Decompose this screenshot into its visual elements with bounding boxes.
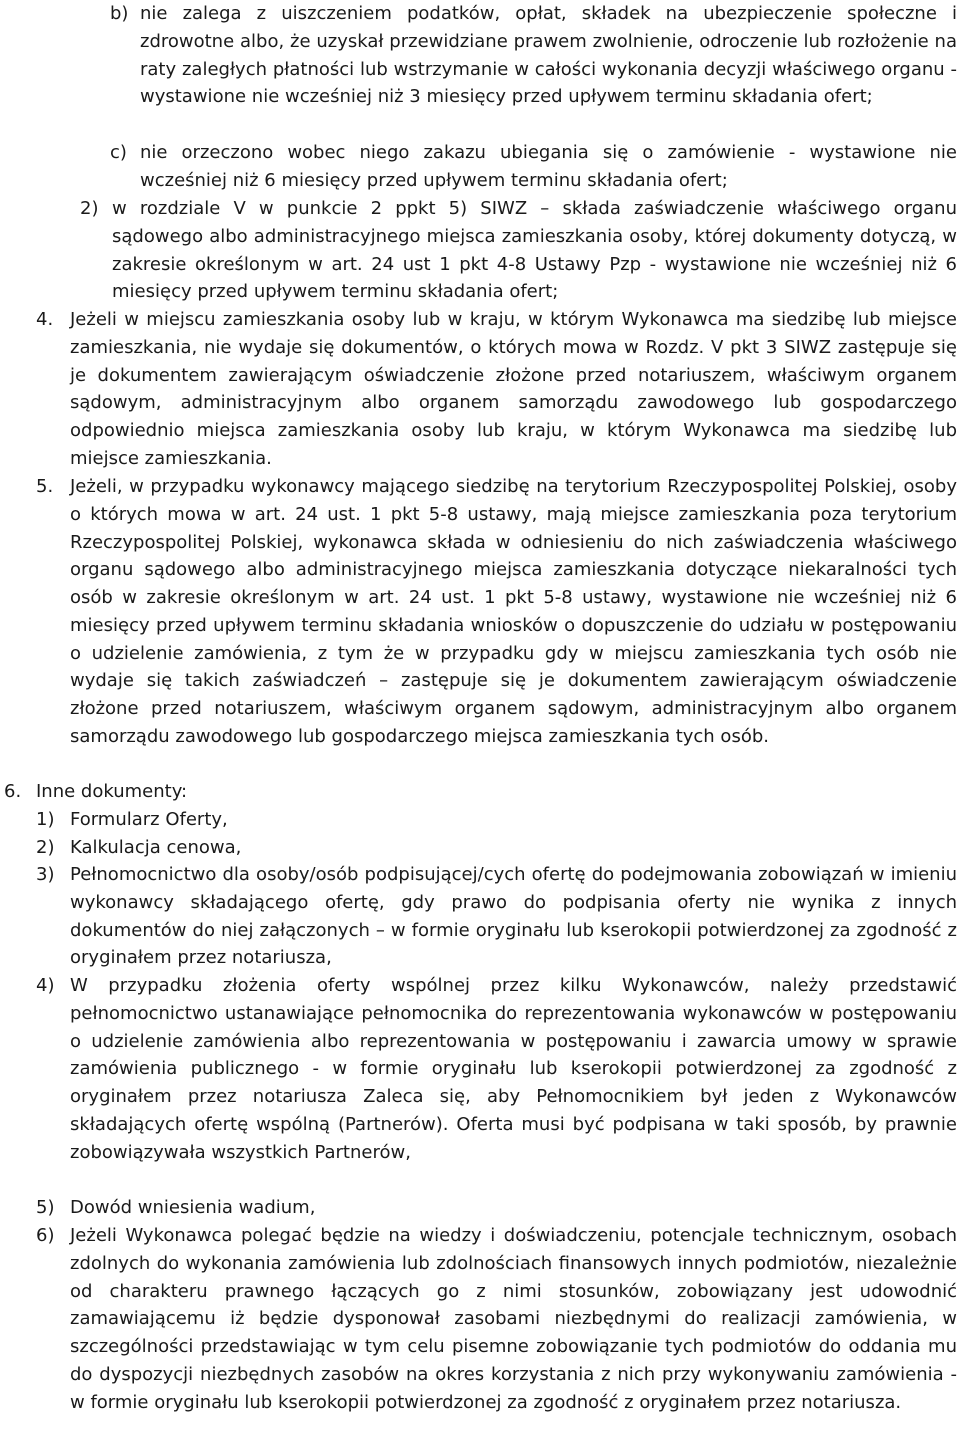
list-item-3-marker: 3) xyxy=(36,864,55,885)
list-item-6-text: Jeżeli Wykonawca polegać będzie na wiedzy i doświadczeniu, potencjale technicznym, osobach zdolnych do wykonania zamówienia lub zdolnościach finansowych innych podmiotów, niezależnie od charakteru prawnego łączących go z nimi stosunków, zobowiązany jest udowodnić zamawiającemu iż będzie dysponował zasobami niezbędnymi do realizacji zamówienia, w szczególności przedstawiając w tym celu pisemne zobowiązanie tych podmiotów do oddania mu do dyspozycji niezbędnych zasobów na okres korzystania z nich przy wykonywaniu zamówienia - w formie oryginału lub kserokopii potwierdzonej za zgodność z oryginałem przez notariusza. xyxy=(70,1225,957,1413)
list-item-5-marker: 5) xyxy=(36,1197,55,1218)
list-item-1-text: Formularz Oferty, xyxy=(70,809,228,830)
section-6-marker: 6. xyxy=(4,781,22,802)
section-5-marker: 5. xyxy=(36,476,54,497)
list-item-4-text: W przypadku złożenia oferty wspólnej przez kilku Wykonawców, należy przedstawić pełnomocnictwo ustanawiające pełnomocnika do reprezentowania wykonawców w postępowaniu o udzielenie zamówienia albo reprezentowania w postępowaniu i zawarcia umowy w sprawie zamówienia publicznego - w formie oryginału lub kserokopii potwierdzonej za zgodność z oryginałem przez notariusza Zaleca się, aby Pełnomocnikiem był jeden z Wykonawców składających ofertę wspólną (Partnerów). Oferta musi być podpisana w taki sposób, by prawnie zobowiązywała wszystkich Partnerów, xyxy=(70,975,957,1163)
item-c-marker: c) xyxy=(110,142,127,163)
point-2-text: w rozdziale V w punkcie 2 ppkt 5) SIWZ – składa zaświadczenie właściwego organu sądowego albo administracyjnego miejsca zamieszkania osoby, której dokumenty dotyczą, w zakresie określonym w art. 24 ust 1 pkt 4-8 Ustawy Pzp - wystawione nie wcześniej niż 6 miesięcy przed upływem terminu składania ofert; xyxy=(112,198,957,303)
list-item-2-marker: 2) xyxy=(36,837,55,858)
point-2-marker: 2) xyxy=(80,198,99,219)
list-item-1-marker: 1) xyxy=(36,809,55,830)
section-4-marker: 4. xyxy=(36,309,54,330)
item-c-text: nie orzeczono wobec niego zakazu ubiegania się o zamówienie - wystawione nie wcześniej niż 6 miesięcy przed upływem terminu składania ofert; xyxy=(140,142,957,191)
section-6-heading: Inne dokumenty: xyxy=(36,781,188,802)
list-item-4-marker: 4) xyxy=(36,975,55,996)
section-4-text: Jeżeli w miejscu zamieszkania osoby lub w kraju, w którym Wykonawca ma siedzibę lub miejsce zamieszkania, nie wydaje się dokumentów, o których mowa w Rozdz. V pkt 3 SIWZ zastępuje się je dokumentem zawierającym oświadczenie złożone przed notariuszem, właściwym organem sądowym, administracyjnym albo organem samorządu zawodowego lub gospodarczego odpowiednio miejsca zamieszkania osoby lub kraju, w którym Wykonawca ma siedzibę lub miejsce zamieszkania. xyxy=(70,309,957,469)
list-item-5-text: Dowód wniesienia wadium, xyxy=(70,1197,316,1218)
section-5-text: Jeżeli, w przypadku wykonawcy mającego siedzibę na terytorium Rzeczypospolitej Polskiej, osoby o których mowa w art. 24 ust. 1 pkt 5-8 ustawy, mają miejsce zamieszkania poza terytorium Rzeczypospolitej Polskiej, wykonawca składa w odniesieniu do nich zaświadczenia właściwego organu sądowego albo administracyjnego miejsca zamieszkania dotyczące niekaralności tych osób w zakresie określonym w art. 24 ust. 1 pkt 5-8 ustawy, wystawione nie wcześniej niż 6 miesięcy przed upływem terminu składania wniosków o dopuszczenie do udziału w postępowaniu o udzielenie zamówienia, z tym że w przypadku gdy w miejscu zamieszkania tych osób nie wydaje się takich zaświadczeń – zastępuje się je dokumentem zawierającym oświadczenie złożone przed notariuszem, właściwym organem sądowym, administracyjnym albo organem samorządu zawodowego lub gospodarczego miejsca zamieszkania tych osób. xyxy=(70,476,957,747)
item-b-text: nie zalega z uiszczeniem podatków, opłat, składek na ubezpieczenie społeczne i zdrowotne albo, że uzyskał przewidziane prawem zwolnienie, odroczenie lub rozłożenie na raty zaległych płatności lub wstrzymanie w całości wykonania decyzji właściwego organu - wystawione nie wcześniej niż 3 miesięcy przed upływem terminu składania ofert; xyxy=(140,3,957,108)
list-item-6-marker: 6) xyxy=(36,1225,55,1246)
list-item-2-text: Kalkulacja cenowa, xyxy=(70,837,242,858)
list-item-3-text: Pełnomocnictwo dla osoby/osób podpisującej/cych ofertę do podejmowania zobowiązań w imieniu wykonawcy składającego ofertę, gdy prawo do podpisania oferty nie wynika z innych dokumentów do niej załączonych – w formie oryginału lub kserokopii potwierdzonej za zgodność z oryginałem przez notariusza, xyxy=(70,864,957,969)
item-b-marker: b) xyxy=(110,3,129,24)
